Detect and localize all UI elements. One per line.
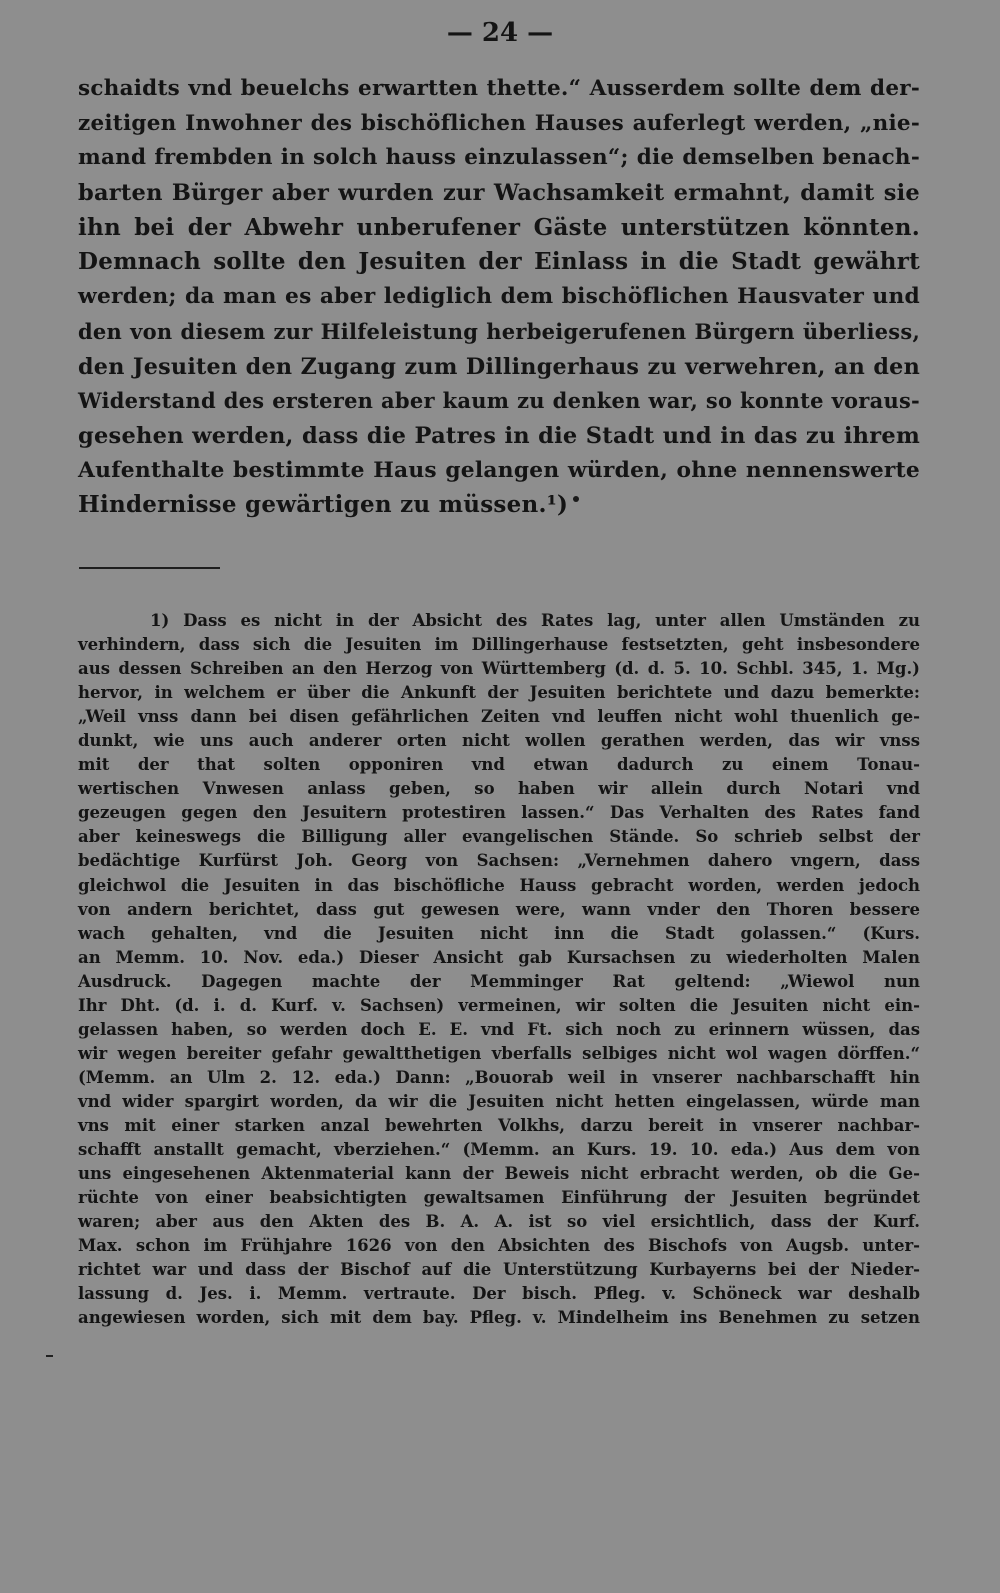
footnote-line: uns eingesehenen Aktenmaterial kann der Beweis nicht erbracht werden, ob die Ge- xyxy=(78,1164,920,1184)
footnote-line: an Memm. 10. Nov. eda.) Dieser Ansicht gab Kursachsen zu wiederholten Malen xyxy=(78,947,920,967)
footnote-line: Ihr Dht. (d. i. d. Kurf. v. Sachsen) vermeinen, wir solten die Jesuiten nicht ein- xyxy=(78,995,920,1015)
body-line: Demnach sollte den Jesuiten der Einlass in die Stadt gewährt xyxy=(78,248,920,276)
footnote-line: gleichwol die Jesuiten in das bischöfliche Hauss gebracht worden, werden jedoch xyxy=(78,875,920,895)
footnote-line: dunkt, wie uns auch anderer orten nicht wollen gerathen werden, das wir vnss xyxy=(78,731,920,751)
footnote-line: waren; aber aus den Akten des B. A. A. ist so viel ersichtlich, dass der Kurf. xyxy=(78,1212,920,1232)
footnote-line: wertischen Vnwesen anlass geben, so haben wir allein durch Notari vnd xyxy=(78,779,920,799)
footnote-line: schafft anstallt gemacht, vberziehen.“ (Memm. an Kurs. 19. 10. eda.) Aus dem von xyxy=(78,1140,920,1160)
footnote-line: aber keineswegs die Billigung aller evangelischen Stände. So schrieb selbst der xyxy=(78,827,920,847)
footnote-line: vns mit einer starken anzal bewehrten Volkhs, darzu bereit in vnserer nachbar- xyxy=(78,1115,920,1135)
margin-mark xyxy=(46,1355,53,1357)
body-line: mand frembden in solch hauss einzulassen“; die demselben benach- xyxy=(78,145,920,171)
footnote-line: richtet war und dass der Bischof auf die Unterstützung Kurbayerns bei der Nieder- xyxy=(78,1260,920,1280)
footnote-line: „Weil vnss dann bei disen gefährlichen Zeiten vnd leuffen nicht wohl thuenlich ge- xyxy=(78,707,920,727)
footnote-line: rüchte von einer beabsichtigten gewaltsamen Einführung der Jesuiten begründet xyxy=(78,1188,920,1208)
footnote-line: gelassen haben, so werden doch E. E. vnd Ft. sich noch zu erinnern wüssen, das xyxy=(78,1019,920,1039)
body-line: schaidts vnd beuelchs erwartten thette.“ Ausserdem sollte dem der- xyxy=(78,76,920,101)
page-number: — 24 — xyxy=(446,18,554,48)
body-line: Hindernisse gewärtigen zu müssen.¹) xyxy=(78,491,569,519)
body-text xyxy=(78,72,920,523)
body-line: zeitigen Inwohner des bischöflichen Hauses auferlegt werden, „nie- xyxy=(78,110,920,136)
body-line: ihn bei der Abwehr unberufener Gäste unterstützen könnten. xyxy=(78,213,920,241)
footnote-line: hervor, in welchem er über die Ankunft der Jesuiten berichtete und dazu bemerkte: xyxy=(78,683,920,703)
body-line: werden; da man es aber lediglich dem bischöflichen Hausvater und xyxy=(78,284,920,310)
body-line: den Jesuiten den Zugang zum Dillingerhaus zu verwehren, an den xyxy=(78,353,920,380)
body-line: barten Bürger aber wurden zur Wachsamkeit ermahnt, damit sie xyxy=(78,180,920,207)
footnote-line: vnd wider spargirt worden, da wir die Jesuiten nicht hetten eingelassen, würde man xyxy=(78,1091,920,1111)
footnote-line: angewiesen worden, sich mit dem bay. Pfleg. v. Mindelheim ins Benehmen zu setzen xyxy=(78,1308,920,1328)
body-line: gesehen werden, dass die Patres in die Stadt und in das zu ihrem xyxy=(78,422,920,449)
footnote-line: wir wegen bereiter gefahr gewaltthetigen vberfalls selbiges nicht wol wagen dörffen.“ xyxy=(78,1043,920,1063)
footnote-divider xyxy=(79,567,220,569)
body-line: Aufenthalte bestimmte Haus gelangen würden, ohne nennenswerte xyxy=(78,457,920,483)
stray-dot-mark xyxy=(573,496,579,502)
body-line: Widerstand des ersteren aber kaum zu denken war, so konnte voraus- xyxy=(78,388,920,414)
footnote-line: (Memm. an Ulm 2. 12. eda.) Dann: „Bouorab weil in vnserer nachbarschafft hin xyxy=(78,1067,920,1087)
footnote-line: wach gehalten, vnd die Jesuiten nicht inn die Stadt golassen.“ (Kurs. xyxy=(78,923,920,943)
footnote-line: Max. schon im Frühjahre 1626 von den Absichten des Bischofs von Augsb. unter- xyxy=(78,1236,920,1256)
footnote-line: lassung d. Jes. i. Memm. vertraute. Der bisch. Pfleg. v. Schöneck war deshalb xyxy=(78,1284,920,1304)
footnote-line: gezeugen gegen den Jesuitern protestiren lassen.“ Das Verhalten des Rates fand xyxy=(78,803,920,823)
footnote-line: verhindern, dass sich die Jesuiten im Dillingerhause festsetzten, geht insbesondere xyxy=(78,635,920,655)
body-line: den von diesem zur Hilfeleistung herbeigerufenen Bürgern überliess, xyxy=(78,318,920,344)
footnote-line: mit der that solten opponiren vnd etwan dadurch zu einem Tonau- xyxy=(78,755,920,775)
footnote-line: aus dessen Schreiben an den Herzog von Württemberg (d. d. 5. 10. Schbl. 345, 1. Mg.) xyxy=(78,659,920,679)
footnote-text xyxy=(78,609,920,1330)
footnote-line: bedächtige Kurfürst Joh. Georg von Sachsen: „Vernehmen dahero vngern, dass xyxy=(78,851,920,871)
footnote-line: 1) Dass es nicht in der Absicht des Rates lag, unter allen Umständen zu xyxy=(150,611,920,630)
footnote-line: von andern berichtet, dass gut gewesen were, wann vnder den Thoren bessere xyxy=(78,899,920,919)
footnote-line: Ausdruck. Dagegen machte der Memminger Rat geltend: „Wiewol nun xyxy=(78,971,920,991)
